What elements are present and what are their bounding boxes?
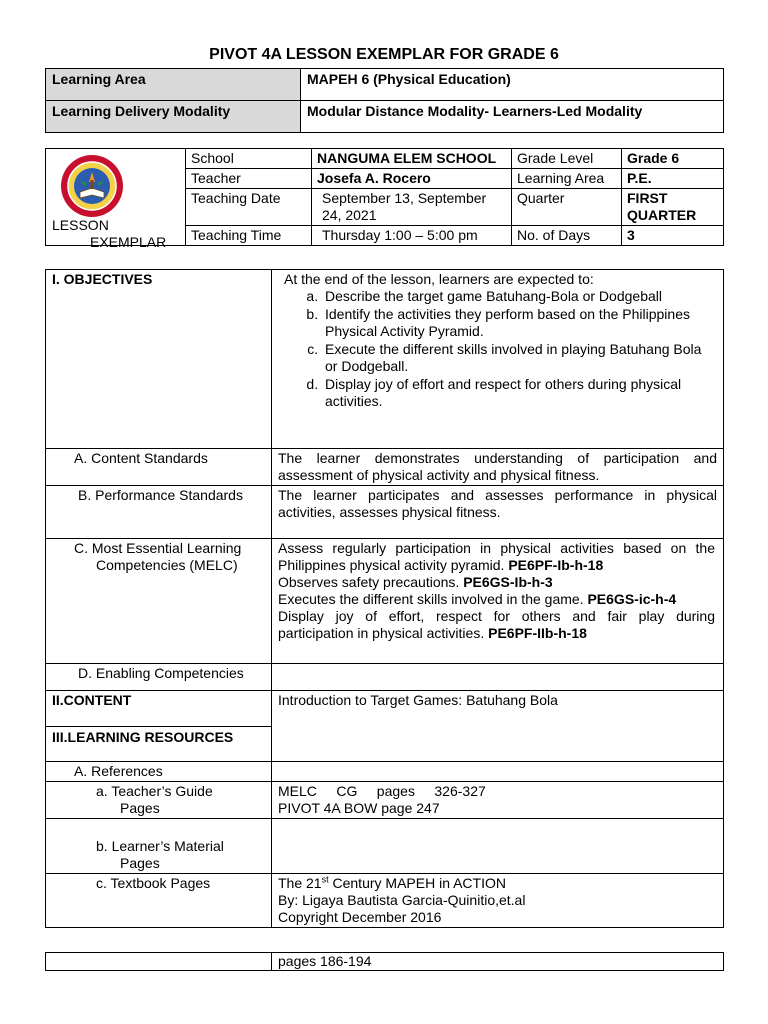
teaching-time-label: Teaching Time [186, 226, 312, 246]
enabling-row [46, 664, 724, 691]
teachers-guide-label-line-2: Pages [120, 800, 160, 816]
learners-material-label [46, 819, 272, 874]
page-title: PIVOT 4A LESSON EXEMPLAR FOR GRADE 6 [209, 46, 559, 63]
school-value: NANGUMA ELEM SCHOOL [312, 149, 512, 169]
info-table [45, 148, 724, 250]
modality-label: Learning Delivery Modality [46, 101, 301, 133]
modality-value: Modular Distance Modality- Learners-Led Modality [301, 101, 724, 133]
content-standards-row [46, 449, 724, 486]
teachers-guide-label [46, 782, 272, 819]
melc-text [272, 539, 724, 664]
teachers-guide-row [46, 782, 724, 819]
days-label: No. of Days [512, 226, 622, 246]
references-row [46, 762, 724, 782]
learning-resources-label: III.LEARNING RESOURCES [46, 726, 271, 746]
references-label: A. References [46, 762, 272, 782]
quarter-value: FIRST QUARTER [622, 189, 724, 226]
teaching-date-label: Teaching Date [186, 189, 312, 226]
school-seal-icon [60, 154, 124, 218]
learning-area-value: MAPEH 6 (Physical Education) [301, 69, 724, 101]
content-standards-text: The learner demonstrates understanding of participation and assessment of physical activity and physical fitness. [272, 449, 724, 486]
content-resources-label [46, 691, 272, 762]
pages-row [46, 953, 724, 971]
melc-code-1: PE6PF-Ib-h-18 [508, 557, 604, 573]
info-learning-area-label: Learning Area [512, 169, 622, 189]
list-item: d. Display joy of effort and respect for others during physical activities. [322, 376, 717, 411]
textbook-row [46, 874, 724, 928]
school-logo-cell [46, 149, 186, 250]
textbook-label: c. Textbook Pages [46, 874, 272, 928]
objectives-list [278, 288, 717, 411]
teacher-value: Josefa A. Rocero [312, 169, 512, 189]
teachers-guide-label-line-1: a. Teacher’s Guide [96, 783, 213, 799]
objectives-intro: At the end of the lesson, learners are expected to: [284, 271, 594, 287]
performance-standards-label: B. Performance Standards [46, 486, 272, 539]
school-label: School [186, 149, 312, 169]
textbook-value-line-2: By: Ligaya Bautista Garcia-Quinitio,et.al [278, 892, 526, 908]
days-value: 3 [622, 226, 724, 246]
learners-material-label-line-2: Pages [120, 855, 160, 871]
melc-text-1: Assess regularly participation in physical activities based on the Philippines physical activity pyramid. [278, 540, 715, 573]
learning-area-label: Learning Area [46, 69, 301, 101]
melc-label-line-2: Competencies (MELC) [96, 557, 238, 573]
melc-text-4: Display joy of effort, respect for others and fair play during participation in physical activities. [278, 608, 715, 641]
enabling-label: D. Enabling Competencies [46, 664, 272, 691]
textbook-value-line-1 [278, 875, 717, 892]
melc-code-2: PE6GS-Ib-h-3 [463, 574, 553, 590]
textbook-value [272, 874, 724, 928]
performance-standards-row [46, 486, 724, 539]
continuation-table [45, 952, 724, 971]
teaching-time-value: Thursday 1:00 – 5:00 pm [312, 226, 512, 246]
grade-level-label: Grade Level [512, 149, 622, 169]
learners-material-value [272, 819, 724, 874]
melc-code-4: PE6PF-IIb-h-18 [488, 625, 587, 641]
teachers-guide-value-line-2: PIVOT 4A BOW page 247 [278, 800, 440, 816]
teachers-guide-value-line-1: MELC CG pages 326-327 [278, 783, 486, 799]
textbook-value-line-3: Copyright December 2016 [278, 909, 442, 925]
learners-material-label-line-1: b. Learner’s Material [96, 838, 224, 854]
textbook-title-sup: st [321, 874, 329, 885]
info-learning-area-value: P.E. [622, 169, 724, 189]
objectives-row [46, 270, 724, 449]
references-value [272, 762, 724, 782]
textbook-title-part-2: Century MAPEH in ACTION [328, 875, 506, 891]
content-label: II.CONTENT [52, 692, 132, 708]
content-value: Introduction to Target Games: Batuhang Bola [272, 691, 724, 762]
melc-code-3: PE6GS-ic-h-4 [587, 591, 677, 607]
header-row-learning-area [46, 69, 724, 101]
performance-standards-text: The learner participates and assesses performance in physical activities, assesses physical fitness. [272, 486, 724, 539]
lesson-label-line-2: EXEMPLAR [90, 234, 167, 250]
list-item: b. Identify the activities they perform based on the Philippines Physical Activity Pyramid. [322, 306, 717, 341]
lesson-exemplar-label [52, 217, 166, 251]
pages-value: pages 186-194 [272, 953, 724, 971]
lesson-plan-table [45, 269, 724, 928]
textbook-title-part-1: The 21 [278, 875, 322, 891]
objectives-content [272, 270, 724, 449]
content-standards-label: A. Content Standards [46, 449, 272, 486]
header-row-modality [46, 101, 724, 133]
teacher-label: Teacher [186, 169, 312, 189]
header-table [45, 68, 724, 133]
melc-text-2: Observes safety precautions. [278, 574, 460, 590]
objectives-label: I. OBJECTIVES [46, 270, 272, 449]
teachers-guide-value [272, 782, 724, 819]
teaching-date-value: September 13, September 24, 2021 [312, 189, 512, 226]
pages-label [46, 953, 272, 971]
melc-label [46, 539, 272, 664]
melc-row [46, 539, 724, 664]
list-item: a. Describe the target game Batuhang-Bola or Dodgeball [322, 288, 717, 306]
quarter-label: Quarter [512, 189, 622, 226]
content-row [46, 691, 724, 762]
grade-level-value: Grade 6 [622, 149, 724, 169]
learners-material-row [46, 819, 724, 874]
melc-label-line-1: C. Most Essential Learning [74, 540, 242, 556]
lesson-label-line-1: LESSON [52, 217, 109, 233]
enabling-value [272, 664, 724, 691]
melc-text-3: Executes the different skills involved in the game. [278, 591, 584, 607]
list-item: c. Execute the different skills involved in playing Batuhang Bola or Dodgeball. [322, 341, 717, 376]
